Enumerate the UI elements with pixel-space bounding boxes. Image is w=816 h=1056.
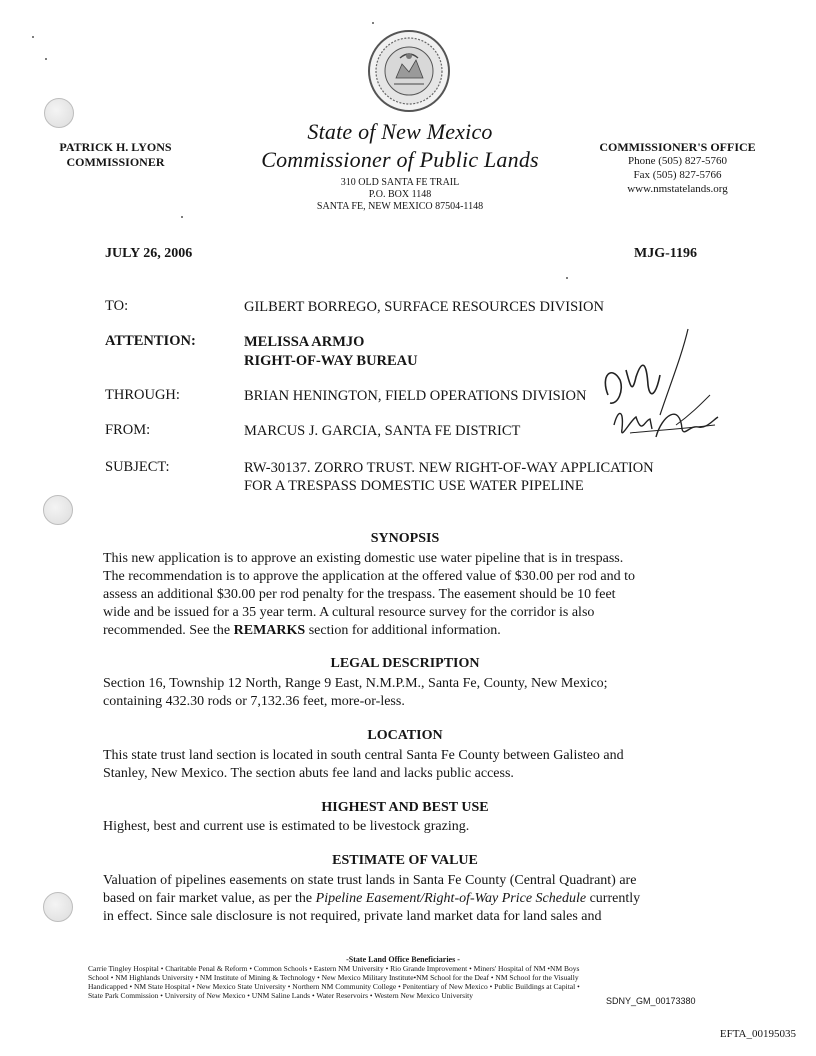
subject-label: SUBJECT:: [105, 459, 170, 475]
attention-label: ATTENTION:: [105, 333, 196, 349]
punch-hole: [43, 892, 73, 922]
beneficiaries-line: School • NM Highlands University • NM Institute of Mining & Technology • New Mexico Military Institute•NM School for the Deaf • NM School for the Visually: [88, 973, 579, 982]
through-value: BRIAN HENINGTON, FIELD OPERATIONS DIVISION: [244, 388, 587, 404]
hbu-line: Highest, best and current use is estimated to be livestock grazing.: [103, 819, 470, 834]
address-street: 310 OLD SANTA FE TRAIL: [340, 177, 460, 188]
value-line: Valuation of pipelines easements on state trust lands in Santa Fe County (Central Quadrant) are: [103, 873, 637, 888]
highest-best-use-paragraph: [103, 818, 715, 836]
scan-speck: [45, 58, 47, 60]
remarks-reference: REMARKS: [233, 623, 306, 638]
memo-date: JULY 26, 2006: [105, 246, 193, 261]
synopsis-line: This new application is to approve an existing domestic use water pipeline that is in trespass.: [103, 551, 624, 566]
through-label: THROUGH:: [105, 387, 180, 403]
office-phone: Phone (505) 827-5760: [628, 155, 727, 167]
synopsis-line: The recommendation is to approve the application at the offered value of $30.00 per rod and to: [103, 569, 635, 584]
price-schedule-title: Pipeline Easement/Right-of-Way Price Schedule: [315, 891, 587, 906]
efta-number: EFTA_00195035: [719, 1028, 796, 1040]
handwritten-initials-signature: [590, 325, 720, 485]
office-title: COMMISSIONER'S OFFICE: [599, 140, 756, 154]
state-seal-icon: [366, 28, 452, 114]
scan-speck: [32, 36, 34, 38]
highest-best-use-heading: HIGHEST AND BEST USE: [321, 800, 489, 815]
synopsis-line: wide and be issued for a 35 year term. A cultural resource survey for the corridor is also: [103, 605, 595, 620]
legal-description-paragraph: [103, 675, 715, 711]
scan-speck: [566, 277, 568, 279]
legal-description-heading: LEGAL DESCRIPTION: [330, 656, 480, 671]
letterhead-state: State of New Mexico: [307, 119, 493, 144]
synopsis-text: section for additional information.: [305, 623, 501, 638]
punch-hole: [44, 98, 74, 128]
location-line: This state trust land section is located in south central Santa Fe County between Galisteo and: [103, 748, 624, 763]
synopsis-line: assess an additional $30.00 per rod penalty for the trespass. The easement should be 10 feet: [103, 587, 616, 602]
letterhead-office: Commissioner of Public Lands: [261, 147, 539, 172]
value-text: currently: [586, 891, 641, 906]
location-paragraph: [103, 747, 715, 783]
address-po-box: P.O. BOX 1148: [368, 189, 432, 200]
to-value: GILBERT BORREGO, SURFACE RESOURCES DIVISION: [244, 299, 604, 315]
legal-line: Section 16, Township 12 North, Range 9 East, N.M.P.M., Santa Fe, County, New Mexico;: [103, 676, 608, 691]
punch-hole: [43, 495, 73, 525]
beneficiaries-line: Handicapped • NM State Hospital • New Mexico State University • Northern NM Community College • Penitentiary of New Mexico • Public Buildings at Capital •: [88, 982, 580, 991]
attention-bureau: RIGHT-OF-WAY BUREAU: [244, 353, 418, 369]
value-text: based on fair market value, as per the: [103, 891, 316, 906]
legal-line: containing 432.30 rods or 7,132.36 feet, more-or-less.: [103, 694, 405, 709]
to-label: TO:: [105, 298, 129, 314]
beneficiaries-title: -State Land Office Beneficiaries -: [346, 955, 460, 964]
scan-speck: [372, 22, 374, 24]
office-fax: Fax (505) 827-5766: [633, 169, 722, 181]
from-label: FROM:: [105, 422, 151, 438]
estimate-of-value-heading: ESTIMATE OF VALUE: [332, 853, 478, 868]
synopsis-heading: SYNOPSIS: [370, 531, 440, 546]
value-line: [103, 890, 715, 908]
attention-name: MELISSA ARMJO: [244, 334, 365, 350]
address-city: SANTA FE, NEW MEXICO 87504-1148: [316, 201, 484, 212]
subject-line-1: RW-30137. ZORRO TRUST. NEW RIGHT-OF-WAY APPLICATION: [244, 460, 654, 476]
subject-line-2: FOR A TRESPASS DOMESTIC USE WATER PIPELINE: [244, 478, 584, 494]
from-value: MARCUS J. GARCIA, SANTA FE DISTRICT: [244, 423, 521, 439]
synopsis-line: [103, 622, 715, 640]
location-line: Stanley, New Mexico. The section abuts fee land and lacks public access.: [103, 766, 514, 781]
beneficiaries-line: Carrie Tingley Hospital • Charitable Penal & Reform • Common Schools • Eastern NM University • Rio Grande Improvement • Miners' Hospital of NM •NM Boys: [88, 964, 580, 973]
location-heading: LOCATION: [367, 728, 443, 743]
commissioner-title: COMMISSIONER: [66, 155, 165, 169]
estimate-of-value-paragraph: [103, 872, 715, 926]
commissioner-name: PATRICK H. LYONS: [59, 140, 172, 154]
office-contact-block: [590, 140, 765, 196]
synopsis-text: recommended. See the: [103, 623, 234, 638]
synopsis-paragraph: [103, 550, 715, 640]
bates-number: SDNY_GM_00173380: [606, 996, 696, 1006]
beneficiaries-footer: [88, 955, 718, 1000]
scan-speck: [181, 216, 183, 218]
value-line: in effect. Since sale disclosure is not required, private land market data for land sales and: [103, 909, 602, 924]
beneficiaries-line: State Park Commission • University of New Mexico • UNM Saline Lands • Water Reservoirs • Western New Mexico University: [88, 991, 473, 1000]
office-website: www.nmstatelands.org: [627, 183, 728, 195]
memo-reference: MJG-1196: [634, 246, 697, 261]
commissioner-block: [48, 140, 183, 170]
letterhead: [240, 118, 560, 213]
